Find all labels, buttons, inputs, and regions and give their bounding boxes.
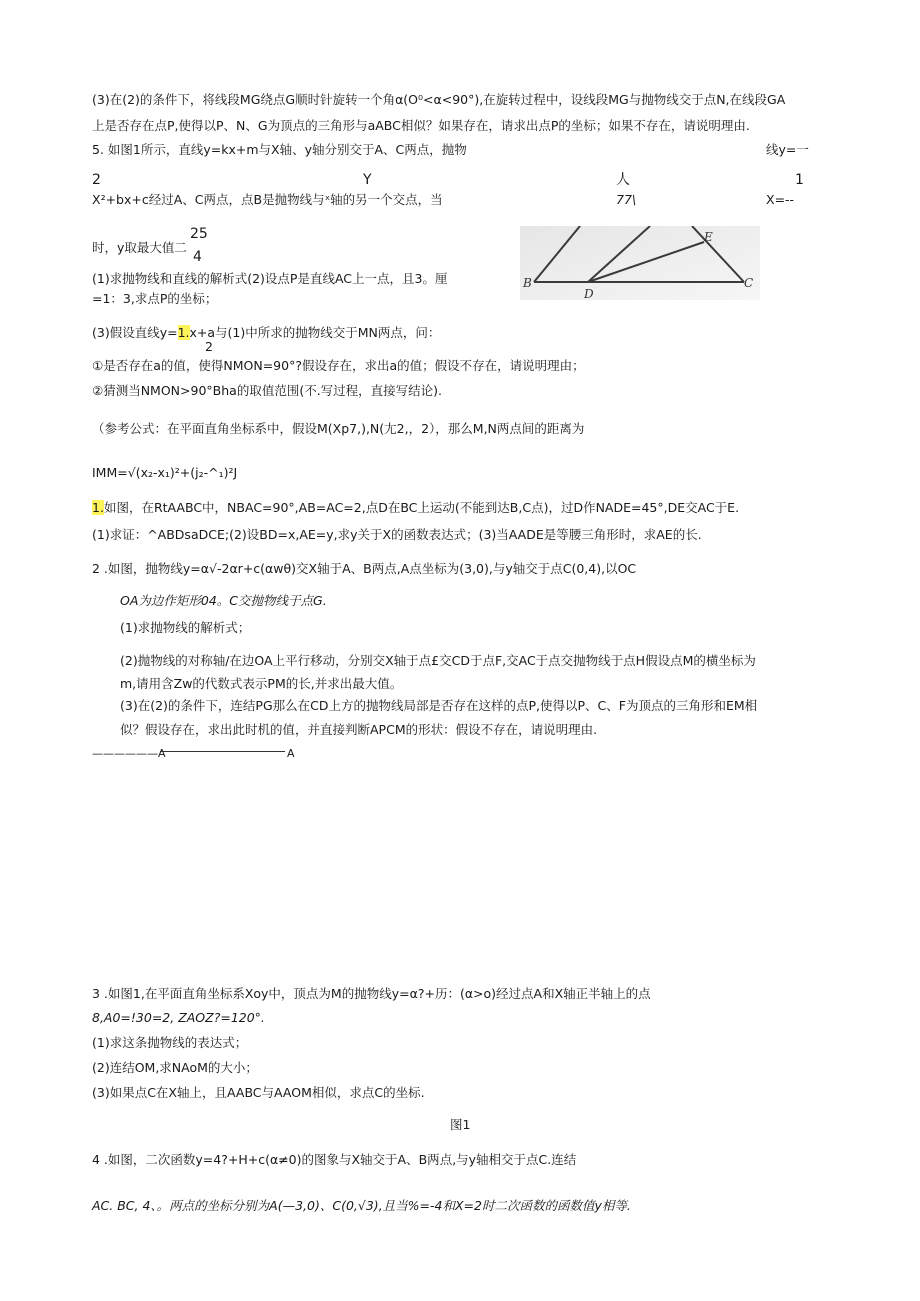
label-c: C [744, 276, 754, 290]
q5-frag-y: Y [363, 172, 372, 188]
q5-frag-2: 2 [92, 172, 101, 188]
q3-part-2: (2)连结OM,求NAoM的大小； [92, 1060, 258, 1075]
q3-cont-line-1: (3)在(2)的条件下，将线段MG绕点G顺时针旋转一个角α(O⁰<α<90°),在旋转过程中，设线段MG与抛物线交于点N,在线段GA [92, 92, 786, 107]
q2-part-2b: m,请用含Zw的代数式表示PM的长,并求出最大值。 [120, 676, 403, 691]
q5-frac-num: 25 [190, 226, 208, 242]
figure-background [520, 226, 760, 300]
q3-part-1: (1)求这条抛物线的表达式； [92, 1035, 248, 1050]
label-d: D [584, 287, 594, 300]
q5-frac-den: 4 [193, 249, 202, 265]
q3-part-3: (3)如果点C在X轴上，且AABC与AAOM相似，求点C的坐标. [92, 1085, 425, 1100]
triangle-figure [520, 226, 760, 300]
q2-line-1: 2 .如图，抛物线y=α√-2αr+c(αwθ)交X轴于A、B两点,A点坐标为(3,0),与y轴交于点C(0,4),以OC [92, 561, 637, 576]
q5-line-3: X²+bx+c经过A、C两点，点B是抛物线与ˣ轴的另一个交点，当 [92, 192, 443, 207]
q2-part-3a: (3)在(2)的条件下，连结PG那么在CD上方的抛物线局部是否存在这样的点P,使得以P、C、F为顶点的三角形和EM相 [120, 698, 758, 713]
q1-parts: (1)求证：^ABDsaDCE;(2)设BD=x,AE=y,求y关于X的函数表达式；(3)当AADE是等腰三角形时，求AE的长. [92, 527, 702, 542]
q5-part-3-b: x+a与(1)中所求的抛物线交于MN两点，问： [189, 325, 441, 340]
q5-line-1-right: 线y=一 [766, 142, 809, 157]
q5-line-1: 5. 如图1所示，直线y=kx+m与X轴、y轴分别交于A、C两点，抛物 [92, 142, 467, 157]
q1-line-1 [92, 500, 739, 516]
label-b: B [523, 276, 532, 290]
q5-part-1: (1)求抛物线和直线的解析式(2)设点P是直线AC上一点，且3。厘 [92, 271, 448, 286]
q5-choice-2: ②猜测当NMON>90°Bha的取值范围(不.写过程，直接写结论). [92, 383, 443, 398]
q5-part-3-a: (3)假设直线y= [92, 325, 178, 340]
q5-line-3-mid: 77\ [616, 192, 637, 207]
q2-part-1: (1)求抛物线的解析式； [120, 620, 251, 635]
label-e: E [704, 230, 713, 244]
q5-frag-ren: 人 [616, 172, 630, 188]
q4-line-2: AC. BC, 4、。两点的坐标分别为A(—3,0)、C(0,√3),且当%=-4和X=2时二次函数的函数值y相等. [92, 1198, 631, 1213]
q2-line-2: OA为边作矩形04。C交抛物线于点G. [120, 593, 327, 608]
q3-line-1: 3 .如图1,在平面直角坐标系Xoy中，顶点为M的抛物线y=α?+历：(α>o)经过点A和X轴正半轴上的点 [92, 986, 651, 1001]
distance-formula: IMM=√(x₂-x₁)²+(j₂-^₁)²J [92, 465, 238, 480]
q4-line-1: 4 .如图，二次函数y=4?+H+c(α≠0)的图象与X轴交于A、B两点,与y轴相交于点C.连结 [92, 1152, 577, 1167]
q2-fragment-dashes: ——————A [92, 747, 166, 760]
q5-part-3-sub: 2 [205, 339, 213, 354]
q5-line-3-right: X=-- [766, 192, 795, 207]
q5-part-1b: =1：3,求点P的坐标； [92, 291, 218, 306]
figure-caption: 图1 [450, 1117, 471, 1132]
q1-number-highlight: 1. [92, 500, 104, 515]
q2-fragment-a: A [287, 747, 295, 760]
q3-cont-line-2: 上是否存在点P,使得以P、N、G为顶点的三角形与aABC相似？如果存在，请求出点P的坐标；如果不存在，请说明理由. [92, 118, 750, 133]
q2-fragment-rule [160, 751, 285, 752]
q2-part-2a: (2)抛物线的对称轴/在边OA上平行移动，分别交X轴于点£交CD于点F,交AC于点交抛物线于点H假设点M的横坐标为 [120, 653, 756, 668]
q3-line-2: 8,A0=!30=2, ZAOZ?=120°. [92, 1010, 265, 1025]
q5-choice-1: ①是否存在a的值，使得NMON=90°?假设存在，求出a的值；假设不存在，请说明理由； [92, 358, 585, 373]
q2-part-3b: 似？假设存在，求出此时机的值，并直接判断APCM的形状：假设不存在，请说明理由. [120, 722, 598, 737]
q2-fragment-line [92, 746, 166, 762]
q5-frag-1: 1 [795, 172, 804, 188]
q5-part-3 [92, 325, 440, 341]
q5-part-3-highlight: 1. [177, 325, 190, 340]
reference-formula-text: （参考公式：在平面直角坐标系中，假设M(Xp7,),N(尢2,，2），那么M,N两点间的距离为 [92, 421, 585, 436]
q1-text: 如图，在RtAABC中，NBAC=90°,AB=AC=2,点D在BC上运动(不能到达B,C点)，过D作NADE=45°,DE交AC于E. [103, 500, 740, 515]
q5-line-4: 时，y取最大值二 [92, 240, 187, 255]
